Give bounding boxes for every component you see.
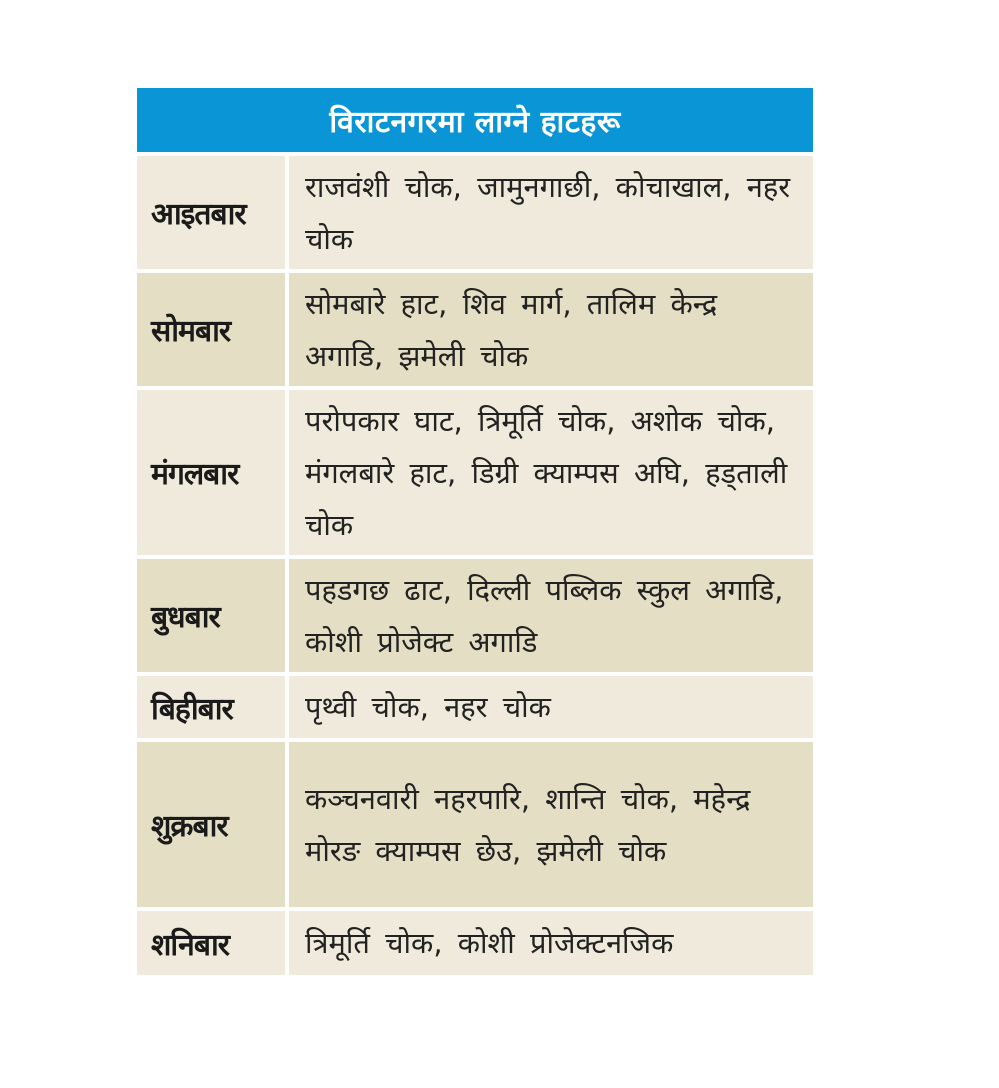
table-title: विराटनगरमा लाग्ने हाटहरू (137, 88, 813, 152)
places-cell: पृथ्वी चोक, नहर चोक (289, 676, 813, 738)
day-cell: बिहीबार (137, 676, 285, 738)
table-row (137, 390, 813, 555)
day-cell: मंगलबार (137, 390, 285, 555)
market-days-table (137, 88, 813, 975)
day-cell: सोमबार (137, 273, 285, 386)
places-cell: राजवंशी चोक, जामुनगाछी, कोचाखाल, नहर चोक (289, 156, 813, 269)
places-cell: सोमबारे हाट, शिव मार्ग, तालिम केन्द्र अगाडि, झमेली चोक (289, 273, 813, 386)
day-cell: शुक्रबार (137, 742, 285, 907)
table-row (137, 676, 813, 738)
places-cell: परोपकार घाट, त्रिमूर्ति चोक, अशोक चोक, मंगलबारे हाट, डिग्री क्याम्पस अघि, हड्ताली चोक (289, 390, 813, 555)
table-row (137, 559, 813, 672)
table-row (137, 742, 813, 907)
table-row (137, 911, 813, 975)
places-cell: कञ्चनवारी नहरपारि, शान्ति चोक, महेन्द्र मोरङ क्याम्पस छेउ, झमेली चोक (289, 742, 813, 907)
table-row (137, 156, 813, 269)
table-row (137, 273, 813, 386)
day-cell: शनिबार (137, 911, 285, 975)
places-cell: त्रिमूर्ति चोक, कोशी प्रोजेक्टनजिक (289, 911, 813, 975)
table-body (137, 156, 813, 975)
day-cell: आइतबार (137, 156, 285, 269)
day-cell: बुधबार (137, 559, 285, 672)
places-cell: पहडगछ ढाट, दिल्ली पब्लिक स्कुल अगाडि, कोशी प्रोजेक्ट अगाडि (289, 559, 813, 672)
